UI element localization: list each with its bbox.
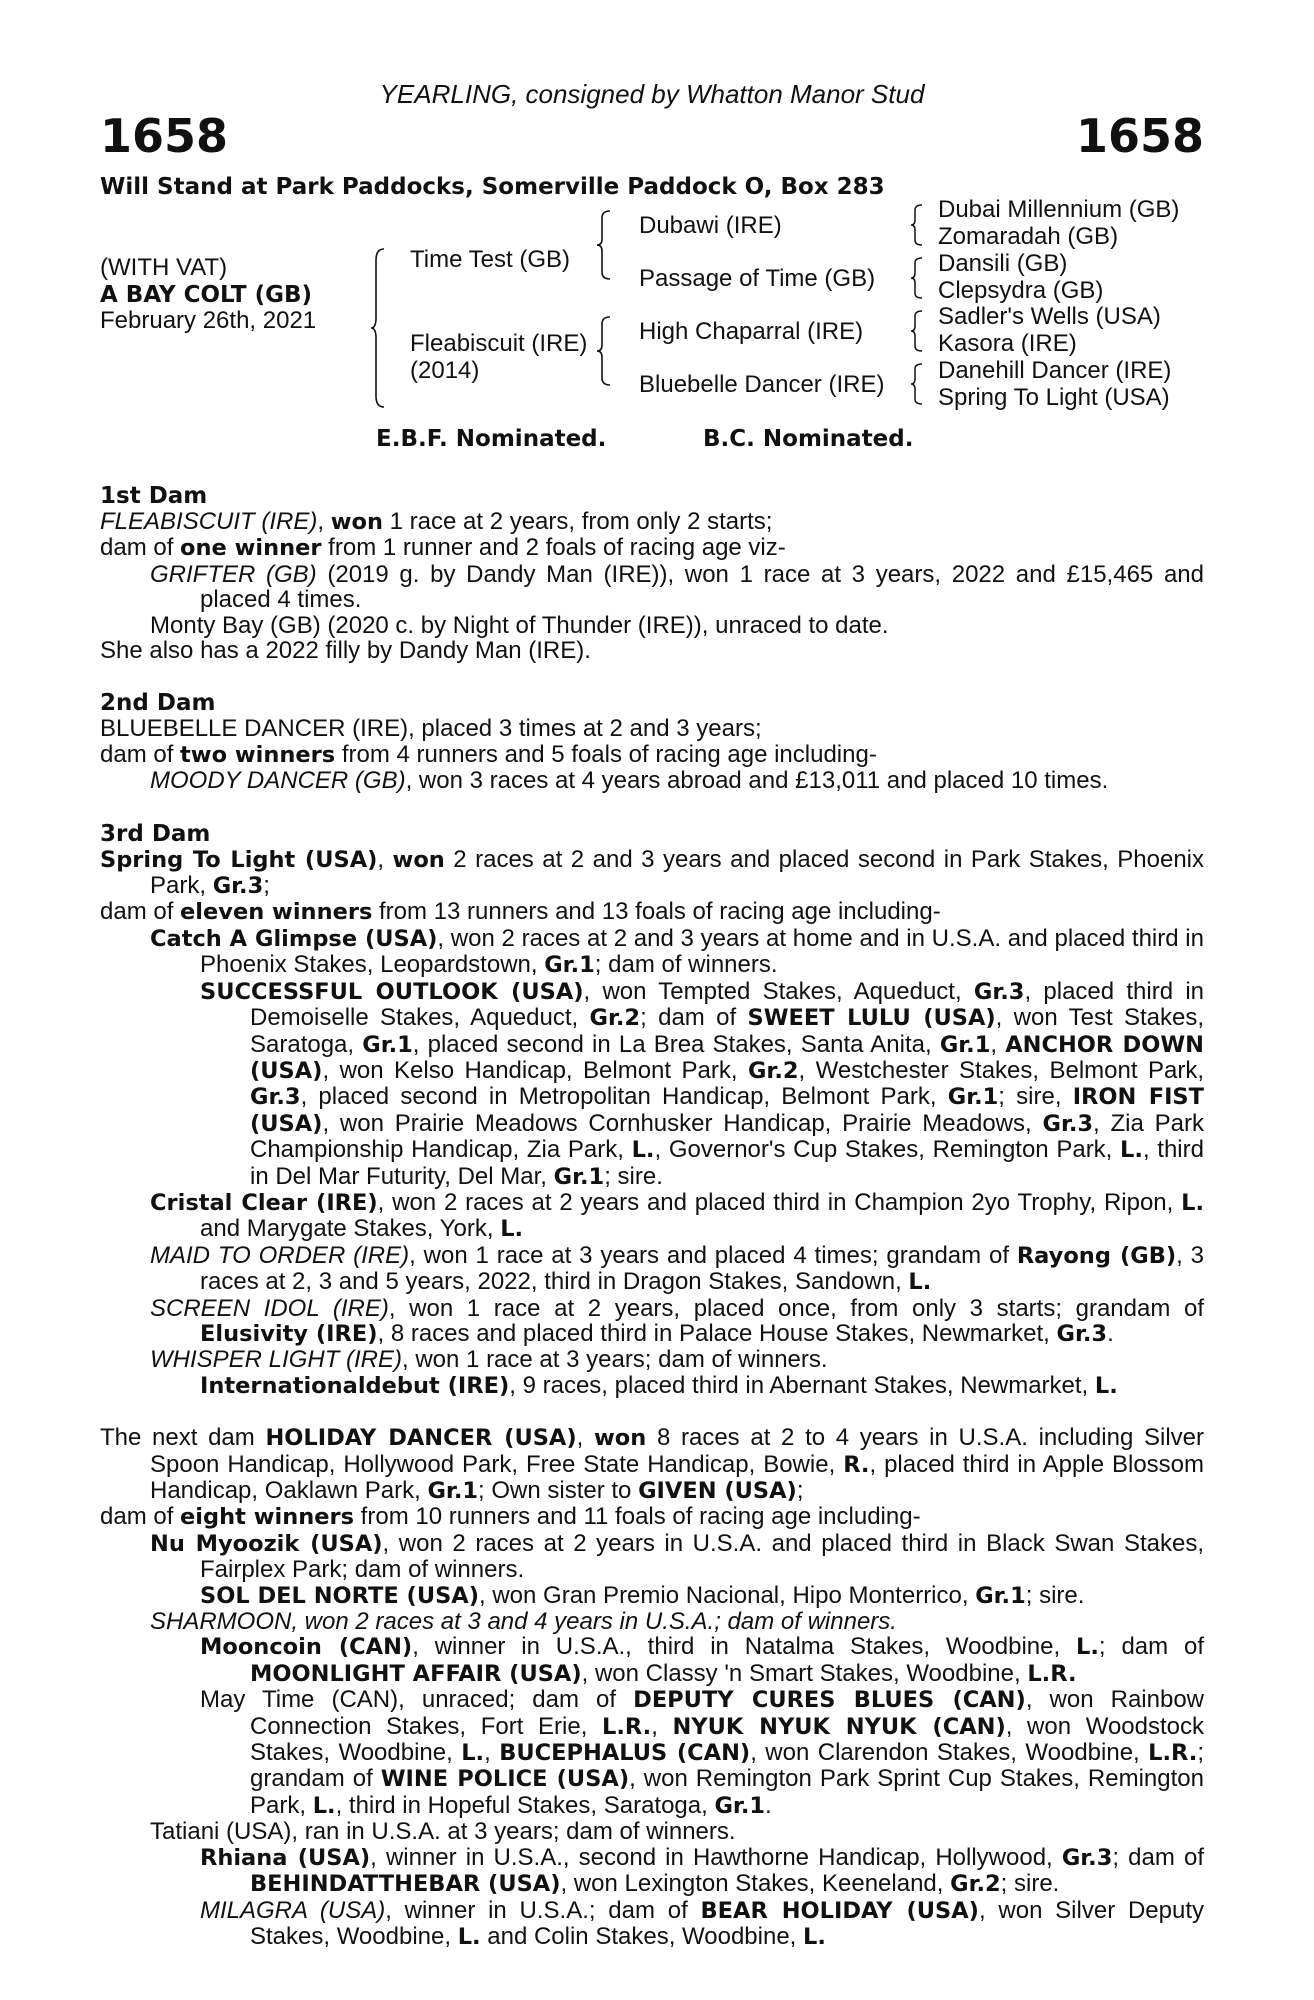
- brace-g4: [910, 363, 924, 405]
- sire-dam: Passage of Time (GB): [639, 265, 876, 292]
- dam-year: (2014): [410, 357, 480, 384]
- foaling-date: February 26th, 2021: [100, 307, 317, 334]
- produce-entry: SHARMOON, won 2 races at 3 and 4 years in U.S.A.; dam of winners.: [150, 1608, 897, 1636]
- ancestor-7: Danehill Dancer (IRE): [938, 357, 1172, 384]
- produce-entry: MILAGRA (USA), winner in U.S.A.; dam of BEAR HOLIDAY (USA), won Silver Deputy Stakes, Woodbine, L. and Colin Stakes, Woodbine, L.: [200, 1896, 1204, 1950]
- lot-header: [100, 110, 1204, 168]
- dam-line: The next dam HOLIDAY DANCER (USA), won 8 races at 2 to 4 years in U.S.A. including Silver Spoon Handicap, Hollywood Park, Free State Handicap, Bowie, R., placed third in Apple Blossom Handicap, Oaklawn Park, Gr.1; Own sister to GIVEN (USA);: [100, 1424, 1205, 1504]
- produce-entry: Catch A Glimpse (USA), won 2 races at 2 and 3 years at home and in U.S.A. and placed third in Phoenix Stakes, Leopardstown, Gr.1; dam of winners.: [150, 924, 1204, 979]
- brace-g3: [910, 310, 924, 352]
- dam-dam: Bluebelle Dancer (IRE): [639, 371, 885, 398]
- produce-entry: Cristal Clear (IRE), won 2 races at 2 years and placed third in Champion 2yo Trophy, Ripon, L. and Marygate Stakes, York, L.: [150, 1188, 1204, 1243]
- brace-dam: [596, 316, 612, 386]
- brace-sire: [596, 210, 612, 280]
- produce-note: She also has a 2022 filly by Dandy Man (IRE).: [100, 637, 591, 665]
- ancestor-4: Clepsydra (GB): [938, 277, 1104, 304]
- horse-name: A BAY COLT (GB): [100, 282, 313, 308]
- produce-entry: Internationaldebut (IRE), 9 races, placed third in Abernant Stakes, Newmarket, L.: [200, 1371, 1118, 1399]
- brace-g1: [910, 204, 924, 246]
- produce-entry: SUCCESSFUL OUTLOOK (USA), won Tempted Stakes, Aqueduct, Gr.3, placed third in Demoiselle Stakes, Aqueduct, Gr.2; dam of SWEET LULU (USA), won Test Stakes, Saratoga, Gr.1, placed second in La Brea Stakes, Santa Anita, Gr.1, ANCHOR DOWN (USA), won Kelso Handicap, Belmont Park, Gr.2, Westchester Stakes, Belmont Park, Gr.3, placed second in Metropolitan Handicap, Belmont Park, Gr.1; sire, IRON FIST (USA), won Prairie Meadows Cornhusker Handicap, Prairie Meadows, Gr.3, Zia Park Championship Handicap, Zia Park, L., Governor's Cup Stakes, Remington Park, L., third in Del Mar Futurity, Del Mar, Gr.1; sire.: [200, 977, 1205, 1190]
- produce-entry: Rhiana (USA), winner in U.S.A., second in Hawthorne Handicap, Hollywood, Gr.3; dam of BEHINDATTHEBAR (USA), won Lexington Stakes, Keeneland, Gr.2; sire.: [200, 1843, 1204, 1898]
- ancestor-1: Dubai Millennium (GB): [938, 196, 1180, 223]
- nominations: [100, 416, 1204, 456]
- produce-entry: Monty Bay (GB) (2020 c. by Night of Thunder (IRE)), unraced to date.: [150, 611, 889, 639]
- produce-entry: May Time (CAN), unraced; dam of DEPUTY CURES BLUES (CAN), won Rainbow Connection Stakes, Fort Erie, L.R., NYUK NYUK NYUK (CAN), won Woodstock Stakes, Woodbine, L., BUCEPHALUS (CAN), won Clarendon Stakes, Woodbine, L.R.; grandam of WINE POLICE (USA), won Remington Park Sprint Cup Stakes, Remington Park, L., third in Hopeful Stakes, Saratoga, Gr.1.: [200, 1686, 1205, 1819]
- stand-location: Will Stand at Park Paddocks, Somerville Paddock O, Box 283: [100, 174, 885, 200]
- produce-summary: dam of eleven winners from 13 runners and 13 foals of racing age including-: [100, 898, 941, 926]
- brace-main: [370, 248, 386, 408]
- produce-entry: GRIFTER (GB) (2019 g. by Dandy Man (IRE)), won 1 race at 3 years, 2022 and £15,465 and placed 4 times.: [150, 560, 1204, 614]
- brace-g2: [910, 257, 924, 299]
- produce-entry: MAID TO ORDER (IRE), won 1 race at 3 years and placed 4 times; grandam of Rayong (GB), 3 races at 2, 3 and 5 years, 2022, third in Dragon Stakes, Sandown, L.: [150, 1241, 1205, 1296]
- dam: Fleabiscuit (IRE): [410, 330, 588, 357]
- sire-sire: Dubawi (IRE): [639, 212, 782, 239]
- consignor-line: YEARLING, consigned by Whatton Manor Stud: [379, 79, 925, 109]
- ancestor-6: Kasora (IRE): [938, 330, 1077, 357]
- section-heading: 2nd Dam: [100, 690, 216, 717]
- third-dam-section: [100, 822, 1204, 1400]
- catalogue-page: [100, 78, 1204, 1950]
- second-dam-section: [100, 691, 1204, 793]
- dam-line: FLEABISCUIT (IRE), won 1 race at 2 years, from only 2 starts;: [100, 508, 773, 535]
- produce-entry: Nu Myoozik (USA), won 2 races at 2 years in U.S.A. and placed third in Black Swan Stakes, Fairplex Park; dam of winners.: [150, 1529, 1204, 1584]
- produce-summary: dam of one winner from 1 runner and 2 foals of racing age viz-: [100, 534, 786, 562]
- ancestor-5: Sadler's Wells (USA): [938, 303, 1161, 330]
- ancestor-3: Dansili (GB): [938, 250, 1068, 277]
- produce-entry: MOODY DANCER (GB), won 3 races at 4 years abroad and £13,011 and placed 10 times.: [150, 767, 1109, 795]
- produce-entry: Tatiani (USA), ran in U.S.A. at 3 years; dam of winners.: [150, 1818, 736, 1846]
- ebf-nominated: E.B.F. Nominated.: [376, 426, 607, 452]
- ancestor-2: Zomaradah (GB): [938, 223, 1119, 250]
- ancestor-8: Spring To Light (USA): [938, 384, 1170, 411]
- sire: Time Test (GB): [410, 246, 571, 273]
- dam-line: BLUEBELLE DANCER (IRE), placed 3 times at 2 and 3 years;: [100, 715, 762, 743]
- lot-number-left: 1658: [100, 109, 229, 163]
- section-heading: 3rd Dam: [100, 820, 211, 847]
- dam-sire: High Chaparral (IRE): [639, 318, 864, 345]
- lot-number-right: 1658: [1075, 109, 1204, 163]
- first-dam-section: [100, 484, 1204, 663]
- next-dam-section: [100, 1425, 1204, 1950]
- produce-entry: Mooncoin (CAN), winner in U.S.A., third in Natalma Stakes, Woodbine, L.; dam of MOONLIGHT AFFAIR (USA), won Classy 'n Smart Stakes, Woodbine, L.R.: [200, 1633, 1204, 1687]
- produce-entry: WHISPER LIGHT (IRE), won 1 race at 3 years; dam of winners.: [150, 1346, 828, 1374]
- produce-summary: dam of two winners from 4 runners and 5 foals of racing age including-: [100, 740, 877, 768]
- produce-summary: dam of eight winners from 10 runners and 11 foals of racing age including-: [100, 1503, 921, 1531]
- section-heading: 1st Dam: [100, 483, 208, 509]
- vat-note: (WITH VAT): [100, 254, 228, 281]
- dam-line: Spring To Light (USA), won 2 races at 2 and 3 years and placed second in Park Stakes, Phoenix Park, Gr.3;: [100, 845, 1204, 900]
- produce-entry: SCREEN IDOL (IRE), won 1 race at 2 years, placed once, from only 3 starts; grandam of Elusivity (IRE), 8 races and placed third in Palace House Stakes, Newmarket, Gr.3.: [150, 1294, 1204, 1347]
- bc-nominated: B.C. Nominated.: [703, 426, 914, 452]
- pedigree-table: [100, 196, 1204, 416]
- produce-entry: SOL DEL NORTE (USA), won Gran Premio Nacional, Hipo Monterrico, Gr.1; sire.: [200, 1581, 1085, 1609]
